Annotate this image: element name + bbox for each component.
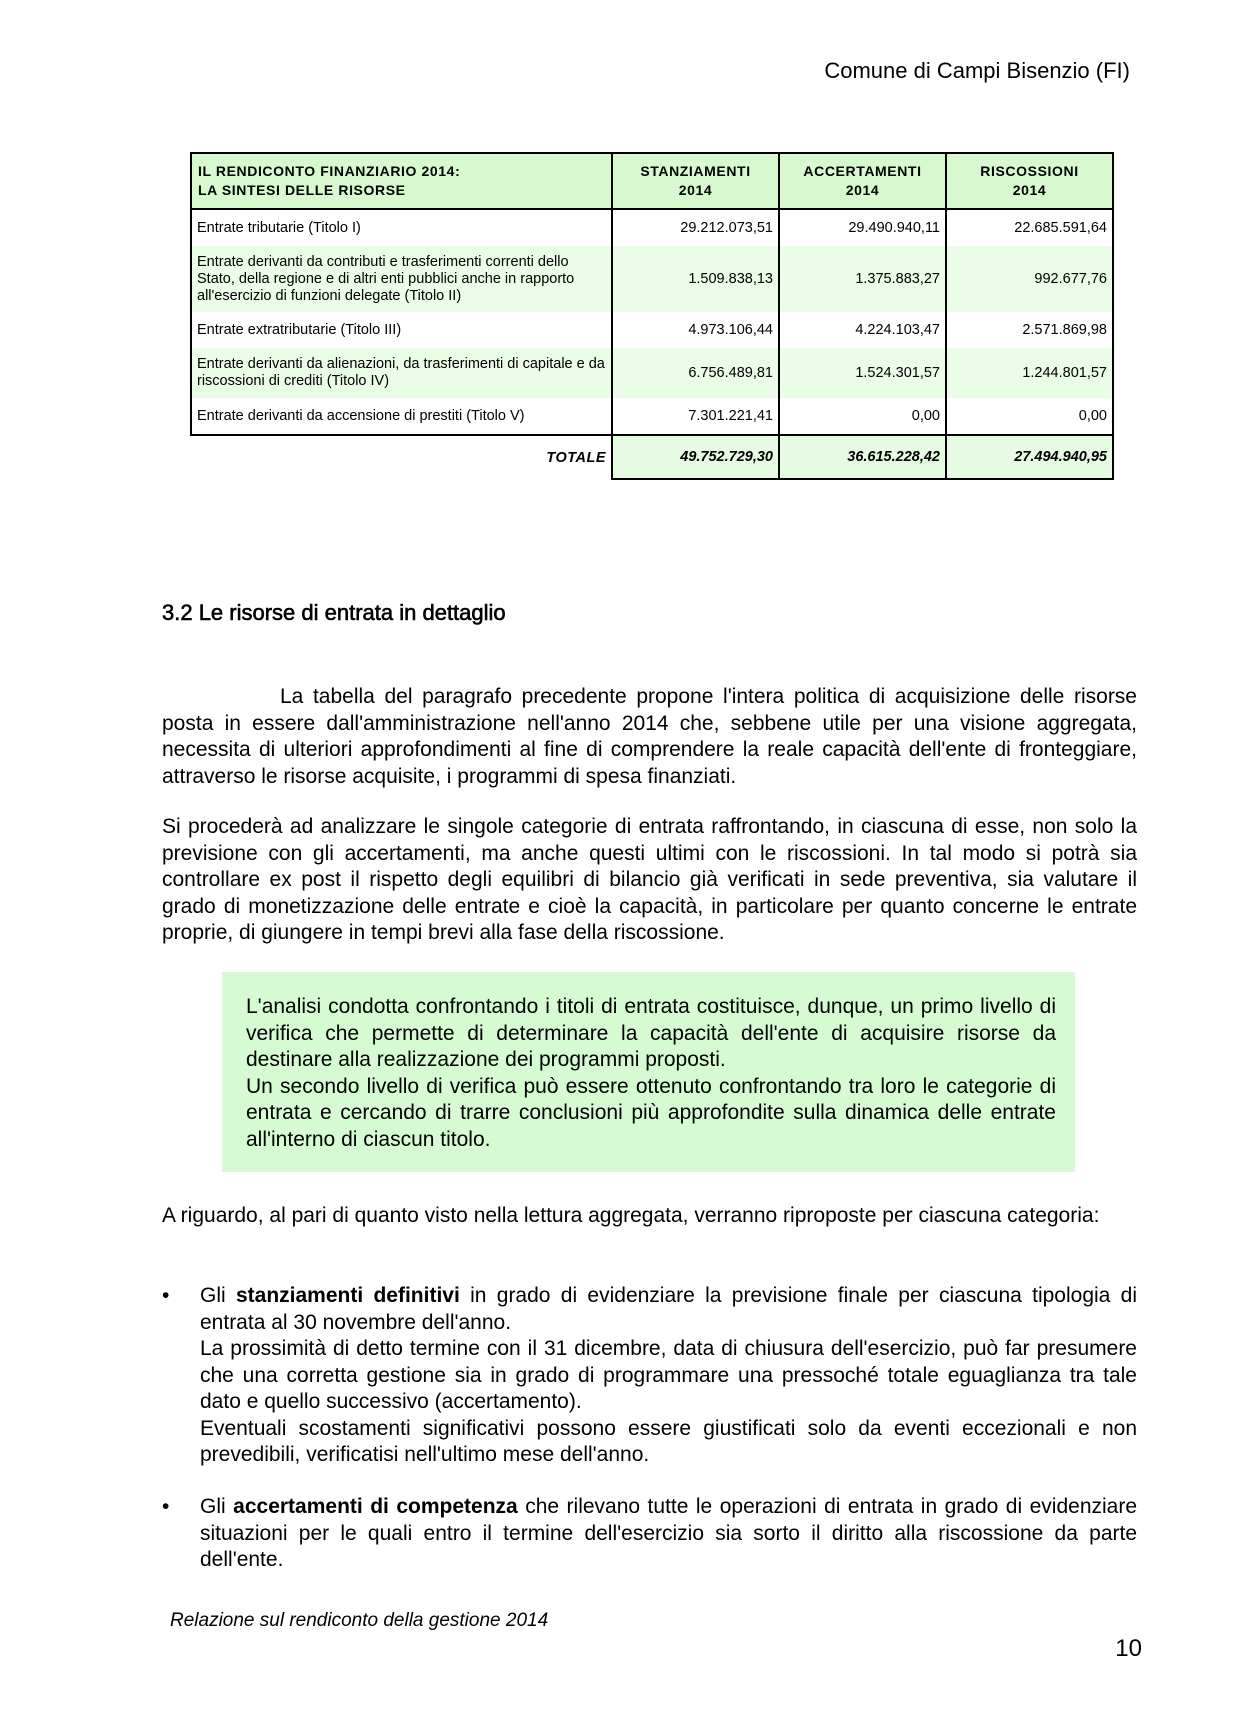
paragraph-categories: A riguardo, al pari di quanto visto nella lettura aggregata, verranno riproposte per ciascuna categoria:	[162, 1204, 1100, 1227]
row-label: Entrate derivanti da accensione di prestiti (Titolo V)	[191, 398, 612, 435]
table-title-line1: IL RENDICONTO FINANZIARIO 2014:	[198, 163, 461, 179]
column-header-label: RISCOSSIONI	[980, 163, 1079, 179]
table-header-row	[191, 153, 1113, 209]
paragraph-intro: La tabella del paragrafo precedente propone l'intera politica di acquisizione delle risorse posta in essere dall'amministrazione nell'anno 2014 che, sebbene utile per una visione aggregata, necessita di ulteriori approfondimenti al fine di comprendere la reale capacità dell'ente di fronteggiare, attraverso le risorse acquisite, i programmi di spesa finanziati.	[162, 685, 1137, 788]
cell-riscossioni: 992.677,76	[946, 246, 1113, 312]
bullet-prefix: Gli	[200, 1284, 236, 1307]
bullet-body	[200, 1283, 1137, 1469]
bullet-item	[162, 1494, 1137, 1574]
cell-accertamenti: 29.490.940,11	[779, 209, 946, 246]
bullet-term: accertamenti di competenza	[233, 1495, 518, 1518]
row-label: Entrate derivanti da contributi e trasferimenti correnti dello Stato, della regione e di altri enti pubblici anche in rapporto all'esercizio di funzioni delegate (Titolo II)	[191, 246, 612, 312]
document-header: Comune di Campi Bisenzio (FI)	[824, 58, 1130, 83]
cell-accertamenti: 1.524.301,57	[779, 348, 946, 398]
cell-riscossioni: 0,00	[946, 398, 1113, 435]
cell-accertamenti: 1.375.883,27	[779, 246, 946, 312]
highlight-text	[246, 994, 1056, 1153]
total-riscossioni: 27.494.940,95	[946, 435, 1113, 479]
total-accertamenti: 36.615.228,42	[779, 435, 946, 479]
bullet-item	[162, 1283, 1137, 1469]
column-header-year: 2014	[845, 182, 880, 198]
cell-stanziamenti: 29.212.073,51	[612, 209, 779, 246]
bullet-prefix: Gli	[200, 1495, 234, 1518]
bullet-term: stanziamenti definitivi	[235, 1284, 460, 1307]
cell-riscossioni: 2.571.869,98	[946, 312, 1113, 348]
section-heading: 3.2 Le risorse di entrata in dettaglio	[162, 600, 506, 625]
cell-stanziamenti: 4.973.106,44	[612, 312, 779, 348]
summary-table	[190, 152, 1114, 480]
cell-stanziamenti: 7.301.221,41	[612, 398, 779, 435]
row-label: Entrate extratributarie (Titolo III)	[191, 312, 612, 348]
row-label: Entrate tributarie (Titolo I)	[191, 209, 612, 246]
column-header-riscossioni	[946, 153, 1113, 209]
table-title-line2: LA SINTESI DELLE RISORSE	[198, 182, 406, 198]
footer-caption: Relazione sul rendiconto della gestione 2014	[170, 1610, 549, 1631]
total-label: TOTALE	[191, 435, 612, 479]
highlight-text-line1: L'analisi condotta confrontando i titoli di entrata costituisce, dunque, un primo livello di verifica che permette di determinare la capacità dell'ente di acquisire risorse da destinare alla realizzazione dei programmi proposti.	[246, 995, 1056, 1071]
bullet-main	[200, 1283, 1137, 1336]
bullet-extra: La prossimità di detto termine con il 31 dicembre, data di chiusura dell'esercizio, può far presumere che una corretta gestione sia in grado di programmare una pressoché totale eguaglianza tra tale dato e quello successivo (accertamento).	[200, 1337, 1137, 1413]
column-header-year: 2014	[1012, 182, 1047, 198]
highlight-text-line2: Un secondo livello di verifica può essere ottenuto confrontando tra loro le categorie di entrata e cercando di trarre conclusioni più approfondite sulla dinamica delle entrate all'interno di ciascun titolo.	[246, 1074, 1056, 1151]
paragraph-analysis: Si procederà ad analizzare le singole categorie di entrata raffrontando, in ciascuna di esse, non solo la previsione con gli accertamenti, ma anche questi ultimi con le riscossioni. In tal modo si potrà sia controllare ex post il rispetto degli equilibri di bilancio già verificati in sede preventiva, sia valutare il grado di monetizzazione delle entrate e cioè la capacità, in particolare per quanto concerne le entrate proprie, di giungere in tempi brevi alla fase della riscossione.	[162, 815, 1137, 944]
column-header-accertamenti	[779, 153, 946, 209]
table-row	[191, 348, 1113, 398]
page-number: 10	[1115, 1635, 1142, 1662]
column-header-year: 2014	[678, 182, 713, 198]
column-header-label: ACCERTAMENTI	[803, 163, 922, 179]
bullet-rest: che rilevano tutte le operazioni di entrata in grado di evidenziare situazioni per le quali entro il termine dell'esercizio sia sorto il diritto alla riscossione da parte dell'ente.	[200, 1495, 1138, 1571]
table-title	[191, 153, 612, 209]
column-header-label: STANZIAMENTI	[640, 163, 751, 179]
bullet-marker-icon: •	[162, 1284, 170, 1307]
total-row	[191, 435, 1113, 479]
table-row	[191, 246, 1113, 312]
cell-riscossioni: 22.685.591,64	[946, 209, 1113, 246]
highlight-box	[222, 972, 1075, 1172]
cell-accertamenti: 0,00	[779, 398, 946, 435]
cell-stanziamenti: 6.756.489,81	[612, 348, 779, 398]
bullet-rest: in grado di evidenziare la previsione finale per ciascuna tipologia di entrata al 30 novembre dell'anno.	[200, 1284, 1137, 1334]
table-row	[191, 398, 1113, 435]
bullet-extra: Eventuali scostamenti significativi possono essere giustificati solo da eventi eccezionali e non prevedibili, verificatisi nell'ultimo mese dell'anno.	[200, 1416, 1137, 1466]
bullet-main	[200, 1494, 1137, 1574]
cell-riscossioni: 1.244.801,57	[946, 348, 1113, 398]
cell-accertamenti: 4.224.103,47	[779, 312, 946, 348]
column-header-stanziamenti	[612, 153, 779, 209]
cell-stanziamenti: 1.509.838,13	[612, 246, 779, 312]
bullet-marker-icon: •	[162, 1495, 170, 1518]
table-row	[191, 312, 1113, 348]
table-row	[191, 209, 1113, 246]
total-stanziamenti: 49.752.729,30	[612, 435, 779, 479]
row-label: Entrate derivanti da alienazioni, da trasferimenti di capitale e da riscossioni di crediti (Titolo IV)	[191, 348, 612, 398]
bullet-body	[200, 1494, 1137, 1574]
